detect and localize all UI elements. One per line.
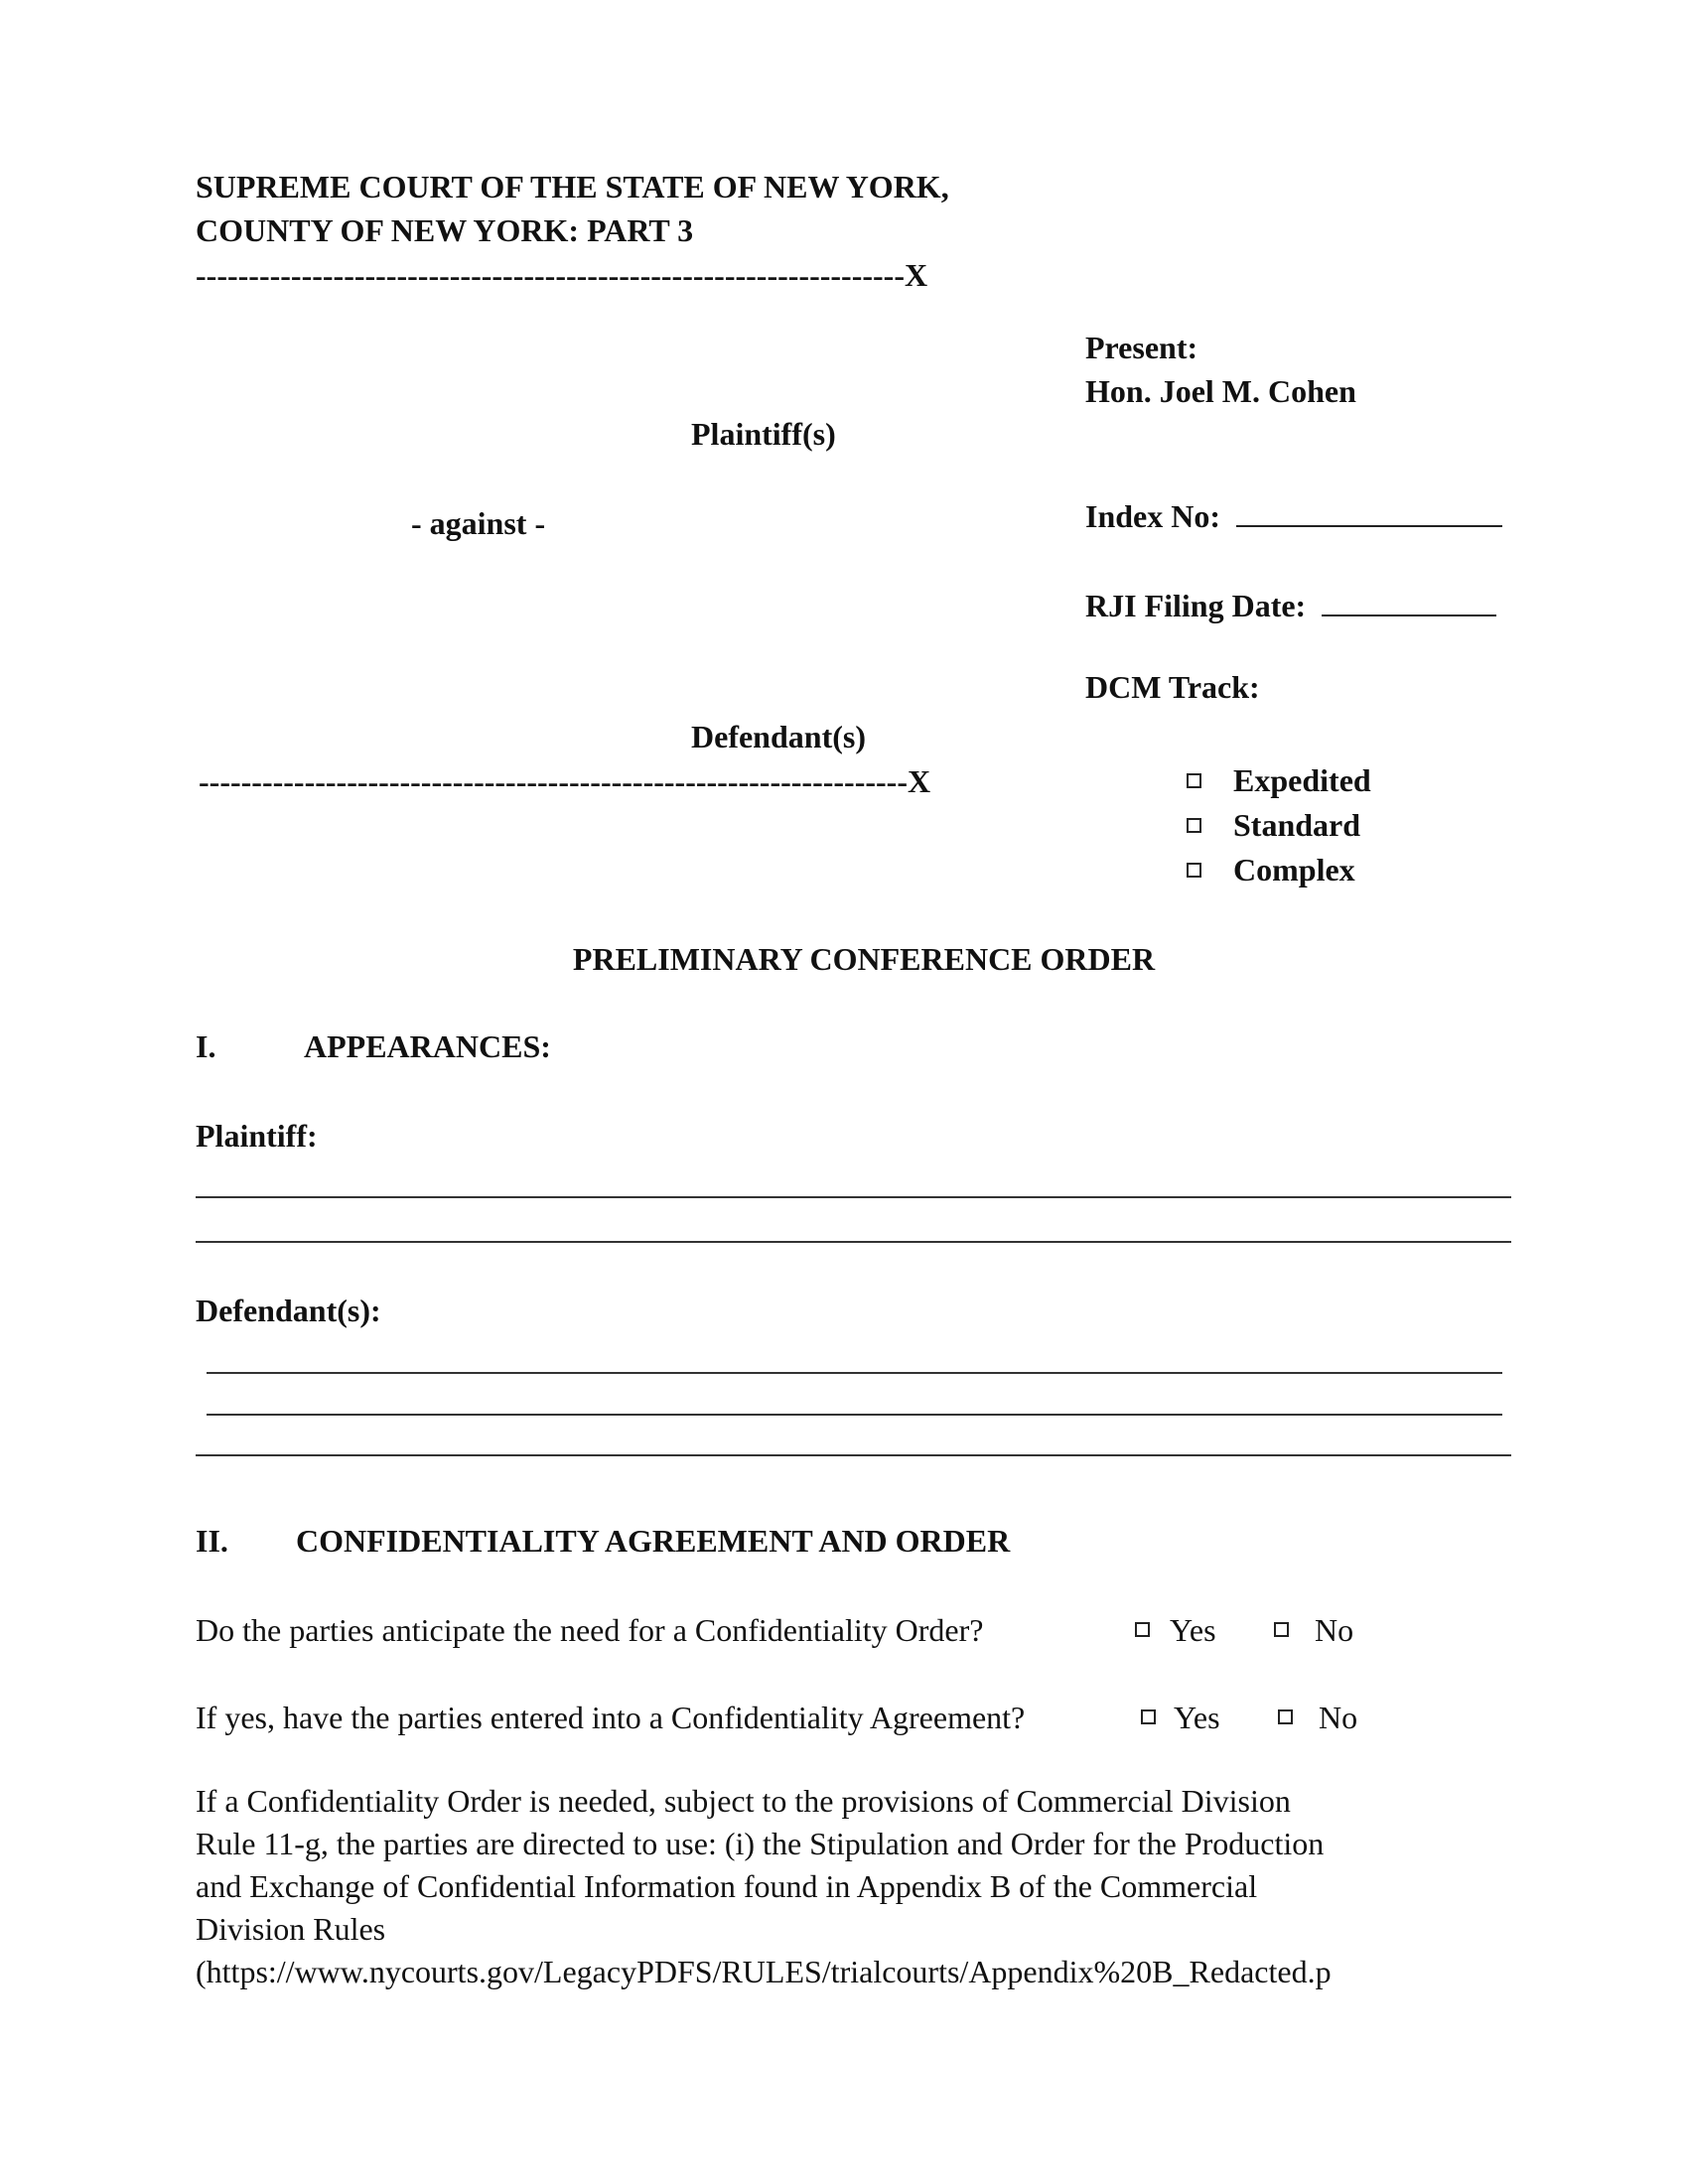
dcm-complex-label: Complex [1233,852,1355,887]
dcm-track-label: DCM Track: [1085,669,1260,705]
section-2-heading: CONFIDENTIALITY AGREEMENT AND ORDER [296,1523,1011,1559]
section-2-number: II. [196,1523,228,1559]
q1-no-label: No [1315,1612,1354,1648]
court-name-line-2: COUNTY OF NEW YORK: PART 3 [196,212,694,248]
rji-filing-date-input-line[interactable] [1322,585,1496,616]
plaintiff-caption-label: Plaintiff(s) [691,416,836,452]
paragraph-url-line: (https://www.nycourts.gov/LegacyPDFS/RULES/trialcourts/Appendix%20B_Redacted.p [196,1954,1332,1989]
index-no-label: Index No: [1085,498,1221,534]
plaintiff-appearance-line-1[interactable] [196,1196,1511,1198]
q1-yes-checkbox[interactable] [1135,1622,1150,1637]
defendant-appearance-line-1[interactable] [207,1372,1502,1374]
dcm-expedited-checkbox[interactable] [1187,773,1201,788]
caption-separator-bottom: -------------------------------------------------------------------X [199,763,931,799]
caption-separator-top: -------------------------------------------------------------------X [196,257,928,293]
index-no-field [1085,494,1502,538]
appearance-plaintiff-label: Plaintiff: [196,1118,318,1154]
court-name-line-1: SUPREME COURT OF THE STATE OF NEW YORK, [196,169,949,205]
section-1-heading: APPEARANCES: [304,1028,551,1064]
q1-no-checkbox[interactable] [1274,1622,1289,1637]
dcm-standard-checkbox[interactable] [1187,818,1201,833]
paragraph-line-1: If a Confidentiality Order is needed, subject to the provisions of Commercial Division [196,1783,1291,1819]
judge-name: Hon. Joel M. Cohen [1085,373,1356,409]
dcm-standard-label: Standard [1233,807,1361,843]
index-no-input-line[interactable] [1236,495,1502,527]
dcm-expedited-label: Expedited [1233,762,1371,798]
q1-yes-label: Yes [1170,1612,1216,1648]
paragraph-line-3: and Exchange of Confidential Information found in Appendix B of the Commercial [196,1868,1258,1904]
defendant-appearance-line-2[interactable] [207,1414,1502,1416]
q2-no-label: No [1319,1700,1358,1735]
confidentiality-agreement-question: If yes, have the parties entered into a Confidentiality Agreement? [196,1700,1026,1735]
paragraph-line-2: Rule 11-g, the parties are directed to use: (i) the Stipulation and Order for the Production [196,1826,1325,1861]
defendant-caption-label: Defendant(s) [691,719,866,754]
rji-filing-date-label: RJI Filing Date: [1085,588,1307,623]
q2-yes-label: Yes [1174,1700,1220,1735]
appearance-defendant-label: Defendant(s): [196,1293,381,1328]
defendant-appearance-line-3[interactable] [196,1454,1511,1456]
document-title: PRELIMINARY CONFERENCE ORDER [572,941,1156,977]
against-label: - against - [411,505,546,541]
paragraph-line-4: Division Rules [196,1911,386,1947]
rji-filing-date-field [1085,584,1496,627]
section-1-number: I. [196,1028,216,1064]
plaintiff-appearance-line-2[interactable] [196,1241,1511,1243]
confidentiality-order-question: Do the parties anticipate the need for a Confidentiality Order? [196,1612,984,1648]
q2-no-checkbox[interactable] [1278,1709,1293,1724]
q2-yes-checkbox[interactable] [1141,1709,1156,1724]
dcm-complex-checkbox[interactable] [1187,863,1201,878]
present-label: Present: [1085,330,1198,365]
